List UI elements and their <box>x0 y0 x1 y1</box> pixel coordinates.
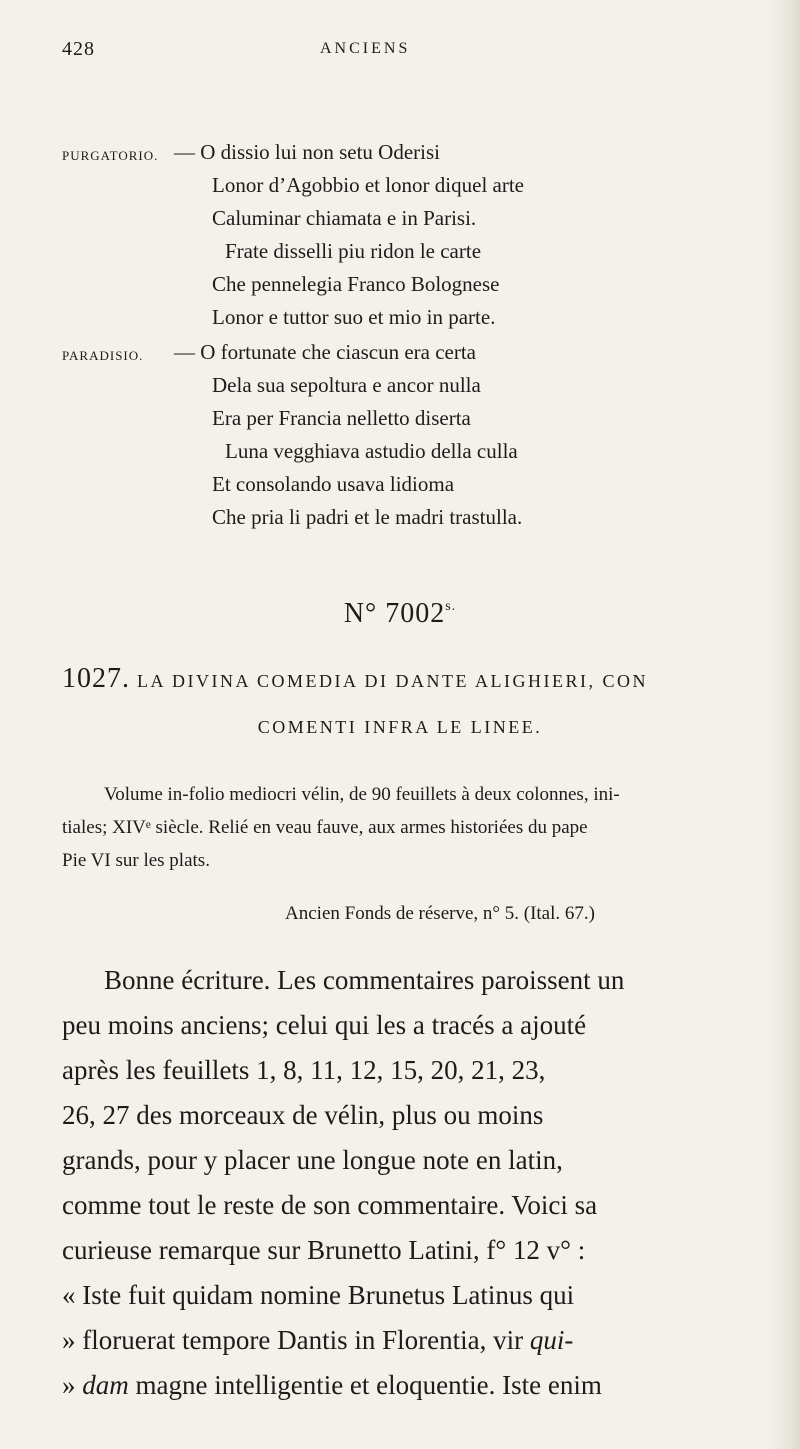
running-head <box>62 38 702 68</box>
commentary-paragraph <box>62 958 724 1408</box>
commentary-line: comme tout le reste de son commentaire. Voici sa <box>62 1190 598 1220</box>
paradiso-quote <box>62 340 722 540</box>
commentary-italic: dam <box>82 1370 129 1400</box>
commentary-line <box>62 1318 724 1363</box>
description-line: Pie VI sur les plats. <box>62 850 210 871</box>
verse-line: — O fortunate che ciascun era certa <box>174 340 476 364</box>
entry-number: 1027. <box>62 663 130 694</box>
verse-line: Che pennelegia Franco Bolognese <box>212 272 500 296</box>
verse-line: — O dissio lui non setu Oderisi <box>174 140 440 164</box>
verse-line: Caluminar chiamata e in Parisi. <box>212 206 477 230</box>
commentary-text: magne intelligentie et eloquentie. Iste enim <box>128 1370 602 1400</box>
running-title: ANCIENS <box>320 40 411 57</box>
purgatorio-quote <box>62 140 722 340</box>
verse-line: Luna vegghiava astudio della culla <box>225 439 518 463</box>
commentary-line: grands, pour y placer une longue note en latin, <box>62 1145 563 1175</box>
commentary-line: 26, 27 des morceaux de vélin, plus ou moins <box>62 1100 544 1130</box>
verse-line: Che pria li padri et le madri trastulla. <box>212 505 523 529</box>
description-line: tiales; XIVᵉ siècle. Relié en veau fauve, aux armes historiées du pape <box>62 817 588 838</box>
commentary-line: « Iste fuit quidam nomine Brunetus Latinus qui <box>62 1280 575 1310</box>
description-line: Volume in-folio mediocri vélin, de 90 feuillets à deux colonnes, ini- <box>104 784 620 805</box>
verse-line: Dela sua sepoltura e ancor nulla <box>212 373 481 397</box>
page-number: 428 <box>62 38 95 60</box>
entry-title-line1: LA DIVINA COMEDIA DI DANTE ALIGHIERI, CON <box>137 671 648 691</box>
catalog-number <box>0 598 800 630</box>
commentary-text: » floruerat tempore Dantis in Florentia, vir <box>62 1325 530 1355</box>
commentary-line: après les feuillets 1, 8, 11, 12, 15, 20, 21, 23, <box>62 1055 546 1085</box>
commentary-italic: qui- <box>529 1325 574 1355</box>
verse-line: Et consolando usava lidioma <box>212 472 455 496</box>
verse-line: Lonor e tuttor suo et mio in parte. <box>212 305 496 329</box>
commentary-line: peu moins anciens; celui qui les a tracés a ajouté <box>62 1010 587 1040</box>
verse-line: Frate disselli piu ridon le carte <box>225 239 482 263</box>
catalog-number-suffix: s. <box>445 599 457 614</box>
entry-heading <box>62 663 742 695</box>
commentary-line: curieuse remarque sur Brunetto Latini, f° 12 v° : <box>62 1235 586 1265</box>
verse-line: Lonor d’Agobbio et lonor diquel arte <box>212 173 525 197</box>
source-reference: Ancien Fonds de réserve, n° 5. (Ital. 67.) <box>285 903 595 924</box>
verse-line: Era per Francia nelletto diserta <box>212 406 471 430</box>
entry-title-line2: COMENTI INFRA LE LINEE. <box>257 717 543 737</box>
entry-description <box>62 778 744 877</box>
paradiso-label: PARADISIO. <box>62 348 144 363</box>
commentary-line: Bonne écriture. Les commentaires paroissent un <box>104 965 625 995</box>
catalog-number-value: N° 7002 <box>343 598 446 629</box>
commentary-line <box>62 1363 724 1408</box>
purgatorio-label: PURGATORIO. <box>62 148 159 163</box>
commentary-text: » <box>62 1370 83 1400</box>
